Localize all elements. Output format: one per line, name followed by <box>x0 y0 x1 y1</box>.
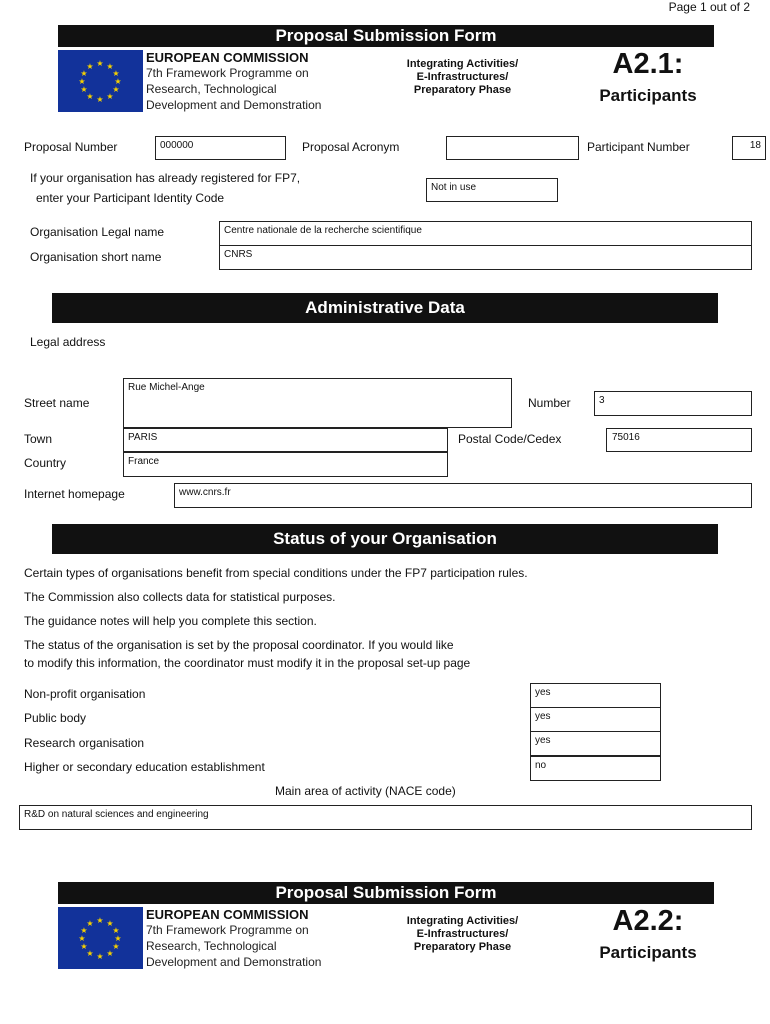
legal-address-label: Legal address <box>30 335 106 349</box>
research-org-field[interactable]: yes <box>530 731 661 756</box>
svg-text:★: ★ <box>78 77 86 86</box>
svg-text:★: ★ <box>96 916 104 925</box>
legal-name-field[interactable]: Centre nationale de la recherche scientifique <box>219 221 752 246</box>
form-code: A2.1: <box>612 48 684 80</box>
country-label: Country <box>24 456 67 470</box>
status-paragraph: to modify this information, the coordinator must modify it in the proposal set-up page <box>24 656 471 670</box>
public-body-label: Public body <box>24 711 87 725</box>
programme-line: Integrating Activities/ <box>406 915 519 927</box>
svg-text:★: ★ <box>96 95 104 104</box>
ec-line: Development and Demonstration <box>146 955 322 969</box>
status-paragraph: The Commission also collects data for statistical purposes. <box>24 590 336 604</box>
ec-line: 7th Framework Programme on <box>146 66 309 80</box>
form-code-sub: Participants <box>599 86 697 105</box>
status-paragraph: The guidance notes will help you complete this section. <box>24 614 317 628</box>
svg-text:★: ★ <box>106 949 114 958</box>
research-org-label: Research organisation <box>24 736 145 750</box>
svg-text:★: ★ <box>86 62 94 71</box>
svg-text:★: ★ <box>106 62 114 71</box>
nace-label: Main area of activity (NACE code) <box>275 784 456 798</box>
programme-line: Integrating Activities/ <box>406 58 519 70</box>
ec-line: Research, Technological <box>146 82 277 96</box>
svg-text:★: ★ <box>106 919 114 928</box>
proposal-number-label: Proposal Number <box>24 140 118 154</box>
svg-text:★: ★ <box>80 85 88 94</box>
administrative-data-bar: Administrative Data <box>52 293 718 323</box>
proposal-acronym-label: Proposal Acronym <box>302 140 400 154</box>
svg-text:★: ★ <box>86 92 94 101</box>
homepage-label: Internet homepage <box>24 487 125 501</box>
homepage-field[interactable]: www.cnrs.fr <box>174 483 752 508</box>
svg-text:★: ★ <box>112 69 120 78</box>
education-label: Higher or secondary education establishment <box>24 760 265 774</box>
nace-field[interactable]: R&D on natural sciences and engineering <box>19 805 752 830</box>
svg-text:★: ★ <box>80 926 88 935</box>
eu-flag-icon <box>58 907 143 969</box>
ec-block <box>146 51 321 113</box>
proposal-number-field[interactable]: 000000 <box>155 136 286 160</box>
town-field[interactable]: PARIS <box>123 428 448 452</box>
country-field[interactable]: France <box>123 452 448 477</box>
header-bar: Proposal Submission Form <box>58 882 714 904</box>
public-body-field[interactable]: yes <box>530 707 661 732</box>
svg-text:★: ★ <box>96 59 104 68</box>
programme-line: Preparatory Phase <box>413 941 512 953</box>
number-label: Number <box>528 396 571 410</box>
participant-number-label: Participant Number <box>587 140 690 154</box>
participant-number-field[interactable]: 18 <box>732 136 766 160</box>
number-field[interactable]: 3 <box>594 391 752 416</box>
postal-code-label: Postal Code/Cedex <box>458 432 562 446</box>
programme-block <box>380 915 545 954</box>
town-label: Town <box>24 432 53 446</box>
svg-text:★: ★ <box>112 926 120 935</box>
eu-flag-icon <box>58 50 143 112</box>
street-label: Street name <box>24 396 90 410</box>
svg-text:★: ★ <box>114 77 122 86</box>
svg-text:★: ★ <box>106 92 114 101</box>
status-paragraph: The status of the organisation is set by the proposal coordinator. If you would like <box>24 638 454 652</box>
short-name-field[interactable]: CNRS <box>219 245 752 270</box>
form-code-sub: Participants <box>599 943 697 962</box>
programme-line: E-Infrastructures/ <box>416 928 509 940</box>
education-field[interactable]: no <box>530 756 661 781</box>
ec-title: EUROPEAN COMMISSION <box>146 50 309 65</box>
svg-text:★: ★ <box>86 949 94 958</box>
status-bar: Status of your Organisation <box>52 524 718 554</box>
svg-text:★: ★ <box>80 69 88 78</box>
status-paragraph: Certain types of organisations benefit from special conditions under the FP7 participation rules. <box>24 566 528 580</box>
header-bar: Proposal Submission Form <box>58 25 714 47</box>
svg-text:★: ★ <box>80 942 88 951</box>
ec-line: 7th Framework Programme on <box>146 923 309 937</box>
svg-text:★: ★ <box>86 919 94 928</box>
non-profit-field[interactable]: yes <box>530 683 661 708</box>
svg-text:★: ★ <box>112 85 120 94</box>
svg-text:★: ★ <box>96 952 104 961</box>
svg-text:★: ★ <box>112 942 120 951</box>
programme-line: E-Infrastructures/ <box>416 71 509 83</box>
svg-text:★: ★ <box>78 934 86 943</box>
legal-name-label: Organisation Legal name <box>30 225 165 239</box>
short-name-label: Organisation short name <box>30 250 162 264</box>
postal-code-field[interactable]: 75016 <box>606 428 752 452</box>
street-field[interactable]: Rue Michel-Ange <box>123 378 512 428</box>
pic-instruction-line2: enter your Participant Identity Code <box>36 191 225 205</box>
ec-title: EUROPEAN COMMISSION <box>146 907 309 922</box>
programme-block <box>380 58 545 97</box>
ec-line: Research, Technological <box>146 939 277 953</box>
pic-instruction-line1: If your organisation has already registered for FP7, <box>30 171 301 185</box>
page-indicator: Page 1 out of 2 <box>668 0 750 14</box>
ec-line: Development and Demonstration <box>146 98 322 112</box>
ec-block <box>146 908 321 970</box>
proposal-acronym-field[interactable] <box>446 136 579 160</box>
svg-text:★: ★ <box>114 934 122 943</box>
non-profit-label: Non-profit organisation <box>24 687 146 701</box>
form-code: A2.2: <box>612 905 684 937</box>
programme-line: Preparatory Phase <box>413 84 512 96</box>
pic-field[interactable]: Not in use <box>426 178 558 202</box>
